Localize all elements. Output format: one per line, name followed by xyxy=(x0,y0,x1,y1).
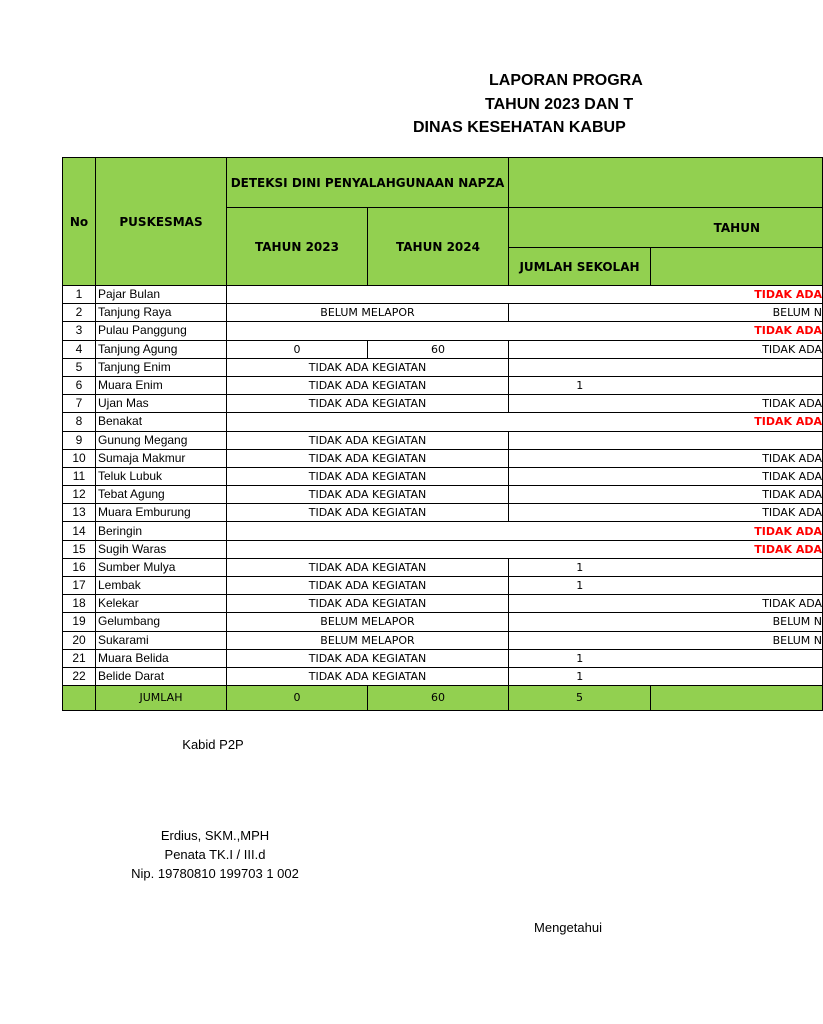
status-deteksi: TIDAK ADA KEGIATAN xyxy=(227,649,509,667)
status-tidak-ada: TIDAK ADA xyxy=(227,322,823,340)
status-tahun xyxy=(509,431,823,449)
row-number: 21 xyxy=(63,649,96,667)
row-number: 20 xyxy=(63,631,96,649)
report-title-line-1: LAPORAN PROGRA xyxy=(489,72,643,89)
table-row xyxy=(63,413,823,431)
table-row xyxy=(63,667,823,685)
table-row xyxy=(63,558,823,576)
status-tahun: TIDAK ADA xyxy=(509,504,823,522)
status-tidak-ada: TIDAK ADA xyxy=(227,413,823,431)
jumlah-sekolah-value: 1 xyxy=(509,667,651,685)
puskesmas-name: Teluk Lubuk xyxy=(96,467,227,485)
total-no-cell xyxy=(63,686,96,711)
table-row xyxy=(63,504,823,522)
puskesmas-name: Kelekar xyxy=(96,595,227,613)
row-number: 14 xyxy=(63,522,96,540)
row-number: 13 xyxy=(63,504,96,522)
total-2024: 60 xyxy=(368,686,509,711)
status-deteksi: TIDAK ADA KEGIATAN xyxy=(227,486,509,504)
row-number: 10 xyxy=(63,449,96,467)
status-tahun: TIDAK ADA xyxy=(509,486,823,504)
table-row xyxy=(63,340,823,358)
status-deteksi: TIDAK ADA KEGIATAN xyxy=(227,467,509,485)
status-tidak-ada: TIDAK ADA xyxy=(227,522,823,540)
status-deteksi: TIDAK ADA KEGIATAN xyxy=(227,558,509,576)
jumlah-sekolah-value: 1 xyxy=(509,649,651,667)
row-number: 4 xyxy=(63,340,96,358)
table-row xyxy=(63,613,823,631)
table-row xyxy=(63,486,823,504)
row-number: 8 xyxy=(63,413,96,431)
signatory-nip: Nip. 19780810 199703 1 002 xyxy=(131,866,299,881)
puskesmas-name: Pulau Panggung xyxy=(96,322,227,340)
table-row xyxy=(63,431,823,449)
status-deteksi: TIDAK ADA KEGIATAN xyxy=(227,504,509,522)
status-2025: TIDAK ADA xyxy=(509,340,823,358)
table-row xyxy=(63,631,823,649)
status-deteksi: BELUM MELAPOR xyxy=(227,613,509,631)
blank-cell xyxy=(651,558,823,576)
row-number: 7 xyxy=(63,395,96,413)
report-title-line-2: TAHUN 2023 DAN T xyxy=(485,96,634,113)
status-tahun: TIDAK ADA xyxy=(509,395,823,413)
status-tahun: BELUM N xyxy=(509,613,823,631)
table-row xyxy=(63,649,823,667)
blank-cell xyxy=(651,376,823,394)
status-deteksi: TIDAK ADA KEGIATAN xyxy=(227,358,509,376)
blank-cell xyxy=(651,667,823,685)
puskesmas-name: Tanjung Enim xyxy=(96,358,227,376)
header-tahun-partial: TAHUN xyxy=(509,208,823,248)
puskesmas-name: Muara Belida xyxy=(96,649,227,667)
row-number: 19 xyxy=(63,613,96,631)
status-deteksi: BELUM MELAPOR xyxy=(227,631,509,649)
header-tahun-2023: TAHUN 2023 xyxy=(227,208,368,286)
status-deteksi: TIDAK ADA KEGIATAN xyxy=(227,595,509,613)
row-number: 9 xyxy=(63,431,96,449)
row-number: 15 xyxy=(63,540,96,558)
status-tahun: TIDAK ADA xyxy=(509,449,823,467)
status-deteksi: TIDAK ADA KEGIATAN xyxy=(227,395,509,413)
puskesmas-name: Sugih Waras xyxy=(96,540,227,558)
kabid-label: Kabid P2P xyxy=(182,737,244,752)
table-row xyxy=(63,286,823,304)
value-2024: 60 xyxy=(368,340,509,358)
header-puskesmas: PUSKESMAS xyxy=(96,158,227,286)
signatory-name: Erdius, SKM.,MPH xyxy=(160,828,270,843)
status-deteksi: TIDAK ADA KEGIATAN xyxy=(227,577,509,595)
header-jumlah-sekolah: JUMLAH SEKOLAH xyxy=(509,248,651,286)
puskesmas-name: Tebat Agung xyxy=(96,486,227,504)
blank-cell xyxy=(651,577,823,595)
puskesmas-name: Belide Darat xyxy=(96,667,227,685)
puskesmas-name: Gunung Megang xyxy=(96,431,227,449)
report-table xyxy=(62,157,823,711)
report-table-container xyxy=(62,157,822,719)
report-title-line-3: DINAS KESEHATAN KABUP xyxy=(413,119,626,136)
puskesmas-name: Sukarami xyxy=(96,631,227,649)
total-label: JUMLAH xyxy=(96,686,227,711)
table-row xyxy=(63,522,823,540)
puskesmas-name: Muara Enim xyxy=(96,376,227,394)
status-tahun: TIDAK ADA xyxy=(509,467,823,485)
total-sekolah: 5 xyxy=(509,686,651,711)
row-number: 16 xyxy=(63,558,96,576)
status-deteksi: TIDAK ADA KEGIATAN xyxy=(227,449,509,467)
table-row xyxy=(63,540,823,558)
table-row xyxy=(63,395,823,413)
value-2023: 0 xyxy=(227,340,368,358)
puskesmas-name: Gelumbang xyxy=(96,613,227,631)
row-number: 12 xyxy=(63,486,96,504)
header-blank-sub xyxy=(651,248,823,286)
puskesmas-name: Muara Emburung xyxy=(96,504,227,522)
status-deteksi: TIDAK ADA KEGIATAN xyxy=(227,376,509,394)
blank-cell xyxy=(651,649,823,667)
puskesmas-name: Pajar Bulan xyxy=(96,286,227,304)
header-no: No xyxy=(63,158,96,286)
status-deteksi: TIDAK ADA KEGIATAN xyxy=(227,431,509,449)
jumlah-sekolah-value: 1 xyxy=(509,376,651,394)
puskesmas-name: Tanjung Agung xyxy=(96,340,227,358)
status-tidak-ada: TIDAK ADA xyxy=(227,540,823,558)
puskesmas-name: Ujan Mas xyxy=(96,395,227,413)
puskesmas-name: Beringin xyxy=(96,522,227,540)
status-tidak-ada: TIDAK ADA xyxy=(227,286,823,304)
row-number: 6 xyxy=(63,376,96,394)
table-row xyxy=(63,449,823,467)
row-number: 11 xyxy=(63,467,96,485)
header-blank-top xyxy=(509,158,823,208)
table-row xyxy=(63,322,823,340)
table-row xyxy=(63,304,823,322)
status-tahun: BELUM N xyxy=(509,304,823,322)
status-tahun: TIDAK ADA xyxy=(509,595,823,613)
mengetahui-label: Mengetahui xyxy=(534,920,602,935)
row-number: 3 xyxy=(63,322,96,340)
row-number: 22 xyxy=(63,667,96,685)
row-number: 2 xyxy=(63,304,96,322)
total-2023: 0 xyxy=(227,686,368,711)
total-row xyxy=(63,686,823,711)
table-body xyxy=(63,286,823,686)
header-deteksi: DETEKSI DINI PENYALAHGUNAAN NAPZA xyxy=(227,158,509,208)
status-tahun xyxy=(509,358,823,376)
total-blank xyxy=(651,686,823,711)
row-number: 5 xyxy=(63,358,96,376)
status-deteksi: BELUM MELAPOR xyxy=(227,304,509,322)
status-deteksi: TIDAK ADA KEGIATAN xyxy=(227,667,509,685)
puskesmas-name: Sumber Mulya xyxy=(96,558,227,576)
table-row xyxy=(63,358,823,376)
puskesmas-name: Sumaja Makmur xyxy=(96,449,227,467)
row-number: 18 xyxy=(63,595,96,613)
puskesmas-name: Tanjung Raya xyxy=(96,304,227,322)
jumlah-sekolah-value: 1 xyxy=(509,558,651,576)
row-number: 17 xyxy=(63,577,96,595)
status-tahun: BELUM N xyxy=(509,631,823,649)
table-row xyxy=(63,577,823,595)
table-row xyxy=(63,467,823,485)
row-number: 1 xyxy=(63,286,96,304)
jumlah-sekolah-value: 1 xyxy=(509,577,651,595)
header-tahun-2024: TAHUN 2024 xyxy=(368,208,509,286)
puskesmas-name: Benakat xyxy=(96,413,227,431)
signatory-rank: Penata TK.I / III.d xyxy=(164,847,266,862)
table-row xyxy=(63,376,823,394)
table-row xyxy=(63,595,823,613)
puskesmas-name: Lembak xyxy=(96,577,227,595)
